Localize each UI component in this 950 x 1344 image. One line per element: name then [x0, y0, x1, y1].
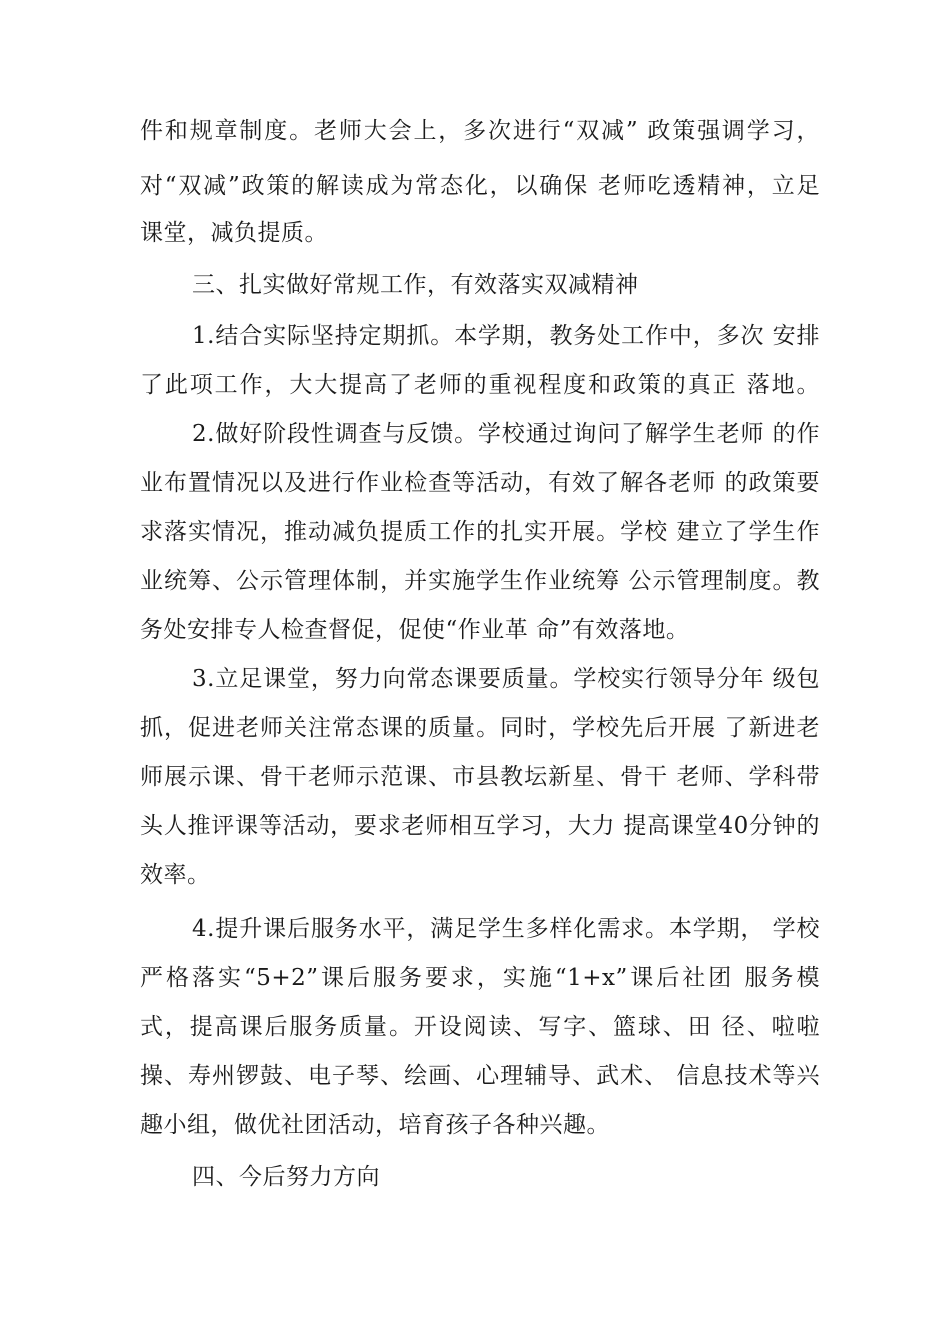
text-line: 了此项工作，大大提高了老师的重视程度和政策的真正 落地。	[140, 372, 820, 398]
text-line: 趣小组，做优社团活动，培育孩子各种兴趣。	[140, 1112, 610, 1138]
text-line: 课堂，减负提质。	[140, 220, 328, 246]
text-line: 式，提高课后服务质量。开设阅读、写字、篮球、田 径、啦啦	[140, 1014, 820, 1040]
text-line: 件和规章制度。老师大会上，多次进行“双减” 政策强调学习，	[140, 118, 820, 144]
text-line: 4.提升课后服务水平，满足学生多样化需求。本学期， 学校	[192, 916, 820, 942]
text-line: 操、寿州锣鼓、电子琴、绘画、心理辅导、武术、 信息技术等兴	[140, 1063, 820, 1089]
text-line: 3.立足课堂，努力向常态课要质量。学校实行领导分年 级包	[192, 666, 820, 692]
text-line: 效率。	[140, 862, 211, 888]
text-line: 求落实情况，推动减负提质工作的扎实开展。学校 建立了学生作	[140, 519, 820, 545]
text-line: 严格落实“5+2”课后服务要求，实施“1+x”课后社团 服务模	[140, 965, 820, 991]
text-line: 1.结合实际坚持定期抓。本学期，教务处工作中，多次 安排	[192, 323, 820, 349]
text-line: 师展示课、骨干老师示范课、市县教坛新星、骨干 老师、学科带	[140, 764, 820, 790]
text-line: 对“双减”政策的解读成为常态化，以确保 老师吃透精神，立足	[140, 173, 820, 199]
text-line: 业布置情况以及进行作业检查等活动，有效了解各老师 的政策要	[140, 470, 820, 496]
text-line: 业统筹、公示管理体制，并实施学生作业统筹 公示管理制度。教	[140, 568, 820, 594]
text-line: 2.做好阶段性调查与反馈。学校通过询问了解学生老师 的作	[192, 421, 820, 447]
text-line: 抓，促进老师关注常态课的质量。同时，学校先后开展 了新进老	[140, 715, 820, 741]
text-line: 头人推评课等活动，要求老师相互学习，大力 提高课堂40分钟的	[140, 813, 820, 839]
section-heading: 四、今后努力方向	[192, 1164, 380, 1190]
section-heading: 三、扎实做好常规工作，有效落实双减精神	[192, 272, 639, 298]
text-line: 务处安排专人检查督促，促使“作业革 命”有效落地。	[140, 617, 690, 643]
